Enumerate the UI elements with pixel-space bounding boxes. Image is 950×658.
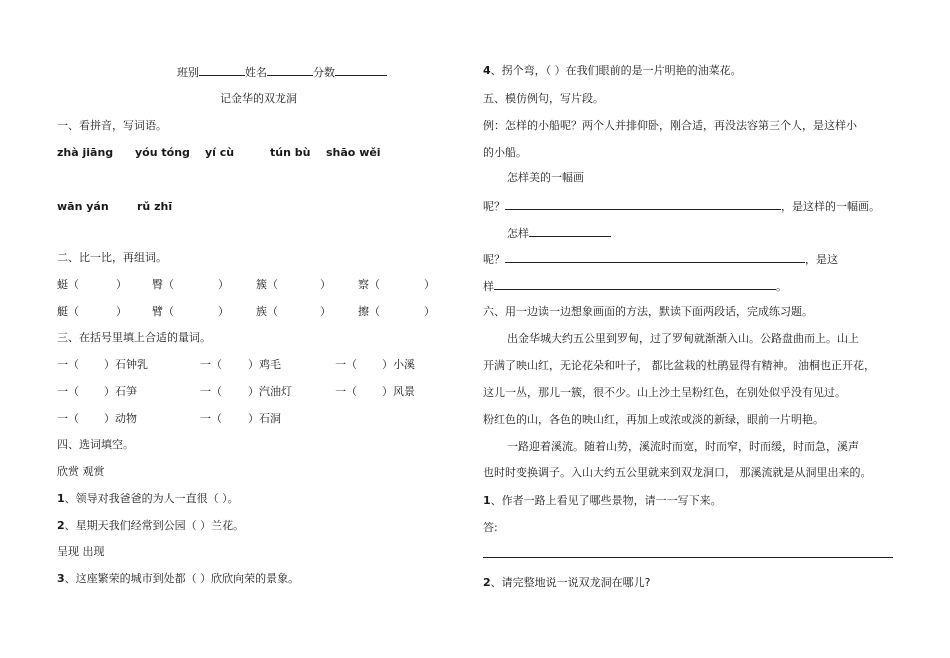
header-info-line xyxy=(177,64,387,80)
section5-heading: 五、模仿例句，写片段。 xyxy=(483,92,604,105)
compare-char-1: 蜓（ xyxy=(57,278,79,291)
passage-1-line-1: 出金华城大约五公里到罗甸，过了罗甸就渐渐入山。公路盘曲而上。山上 xyxy=(507,332,859,345)
measure-open-5: 一（ xyxy=(200,385,222,398)
measure-open-8: 一（ xyxy=(200,412,222,425)
fill-question-4: 4、拐个弯，（ ）在我们眼前的是一片明艳的油菜花。 xyxy=(483,64,742,77)
fill-question-3: 3、这座繁荣的城市到处都（ ）欣欣向荣的景象。 xyxy=(57,572,300,585)
score-label: 分数 xyxy=(313,66,335,79)
imitation-blank-4[interactable] xyxy=(494,278,776,290)
compare-close-4: ） xyxy=(424,278,435,291)
compare-char-8: 擦（ xyxy=(358,305,380,318)
measure-word-7: ）动物 xyxy=(104,412,137,425)
example-line-2: 的小船。 xyxy=(483,146,527,159)
fill-question-1: 1、领导对我爸爸的为人一直很（ ）。 xyxy=(57,492,239,505)
measure-open-7: 一（ xyxy=(57,412,79,425)
fill-question-2: 2、星期天我们经常到公园（ ）兰花。 xyxy=(57,519,245,532)
pinyin-3: yí cù xyxy=(205,146,235,159)
word-choices-1: 欣赏 观赏 xyxy=(57,465,105,478)
section2-heading: 二、比一比，再组词。 xyxy=(57,251,167,264)
pinyin-7: rǔ zhī xyxy=(137,200,173,213)
compare-close-7: ） xyxy=(320,305,331,318)
section6-heading: 六、用一边读一边想象画面的方法，默读下面两段话，完成练习题。 xyxy=(483,305,813,318)
passage-1-line-2: 开满了映山红，无论花朵和叶子， 都比盆栽的杜鹃显得有精神。 油桐也正开花， xyxy=(483,359,875,372)
measure-word-5: ）汽油灯 xyxy=(248,385,292,398)
compare-char-6: 臂（ xyxy=(152,305,174,318)
measure-word-2: ）鸡毛 xyxy=(248,358,281,371)
compare-char-4: 察（ xyxy=(358,278,380,291)
compare-close-3: ） xyxy=(320,278,331,291)
compare-char-7: 族（ xyxy=(256,305,278,318)
passage-1-line-4: 粉红色的山，各色的映山红，再加上或浓或淡的新绿，眼前一片明艳。 xyxy=(483,413,824,426)
imitation-prompt-1: 怎样美的一幅画 xyxy=(507,171,584,184)
compare-char-5: 艇（ xyxy=(57,305,79,318)
measure-word-1: ）石钟乳 xyxy=(104,358,148,371)
compare-close-5: ） xyxy=(116,305,127,318)
measure-word-8: ）石洞 xyxy=(248,412,281,425)
imitation-line-1: 呢？ ，是这样的一幅画。 xyxy=(483,200,880,213)
measure-word-4: ）石笋 xyxy=(104,385,137,398)
passage-2-line-2: 也时时变换调子。入山大约五公里就来到双龙洞口， 那溪流就是从洞里出来的。 xyxy=(483,466,872,479)
compare-close-6: ） xyxy=(218,305,229,318)
imitation-blank-3[interactable] xyxy=(505,251,805,263)
answer-line[interactable] xyxy=(483,557,893,558)
pinyin-5: shāo wěi xyxy=(326,146,381,159)
section1-heading: 一、看拼音，写词语。 xyxy=(57,119,167,132)
compare-char-3: 簇（ xyxy=(256,278,278,291)
reading-question-2: 2、请完整地说一说双龙洞在哪儿? xyxy=(483,576,651,589)
pinyin-2: yóu tóng xyxy=(135,146,190,159)
reading-question-1: 1、作者一路上看见了哪些景物，请一一写下来。 xyxy=(483,494,722,507)
pinyin-1: zhà jiāng xyxy=(57,146,114,159)
class-blank[interactable] xyxy=(199,64,245,76)
imitation-blank-2[interactable] xyxy=(529,225,611,237)
section4-heading: 四、选词填空。 xyxy=(57,438,134,451)
measure-word-6: ）风景 xyxy=(382,385,415,398)
word-choices-2: 呈现 出现 xyxy=(57,545,105,558)
imitation-prompt-2: 怎样 xyxy=(507,225,611,241)
answer-label: 答: xyxy=(483,521,498,534)
class-label: 班别 xyxy=(177,66,199,79)
measure-open-3: 一（ xyxy=(335,358,357,371)
section3-heading: 三、在括号里填上合适的量词。 xyxy=(57,331,211,344)
measure-open-4: 一（ xyxy=(57,385,79,398)
pinyin-6: wān yán xyxy=(57,200,109,213)
imitation-line-2: 呢？ ，是这 xyxy=(483,253,838,266)
compare-close-2: ） xyxy=(218,278,229,291)
name-blank[interactable] xyxy=(267,64,313,76)
example-line-1: 例：怎样的小船呢？两个人并排仰卧，刚合适，再没法容第三个人，是这样小 xyxy=(483,119,857,132)
imitation-line-3: 样 。 xyxy=(483,280,787,293)
passage-2-line-1: 一路迎着溪流。随着山势，溪流时而宽，时而窄，时而缓，时而急，溪声 xyxy=(507,440,859,453)
pinyin-4: tún bù xyxy=(270,146,311,159)
measure-open-2: 一（ xyxy=(200,358,222,371)
imitation-blank-1[interactable] xyxy=(505,198,781,210)
compare-close-1: ） xyxy=(116,278,127,291)
page-title: 记金华的双龙洞 xyxy=(220,92,297,105)
measure-word-3: ）小溪 xyxy=(382,358,415,371)
name-label: 姓名 xyxy=(245,66,267,79)
passage-1-line-3: 这儿一丛，那儿一簇，很不少。山上沙土呈粉红色，在别处似乎没有见过。 xyxy=(483,386,846,399)
measure-open-1: 一（ xyxy=(57,358,79,371)
score-blank[interactable] xyxy=(335,64,387,76)
measure-open-6: 一（ xyxy=(335,385,357,398)
compare-char-2: 臀（ xyxy=(152,278,174,291)
compare-close-8: ） xyxy=(424,305,435,318)
